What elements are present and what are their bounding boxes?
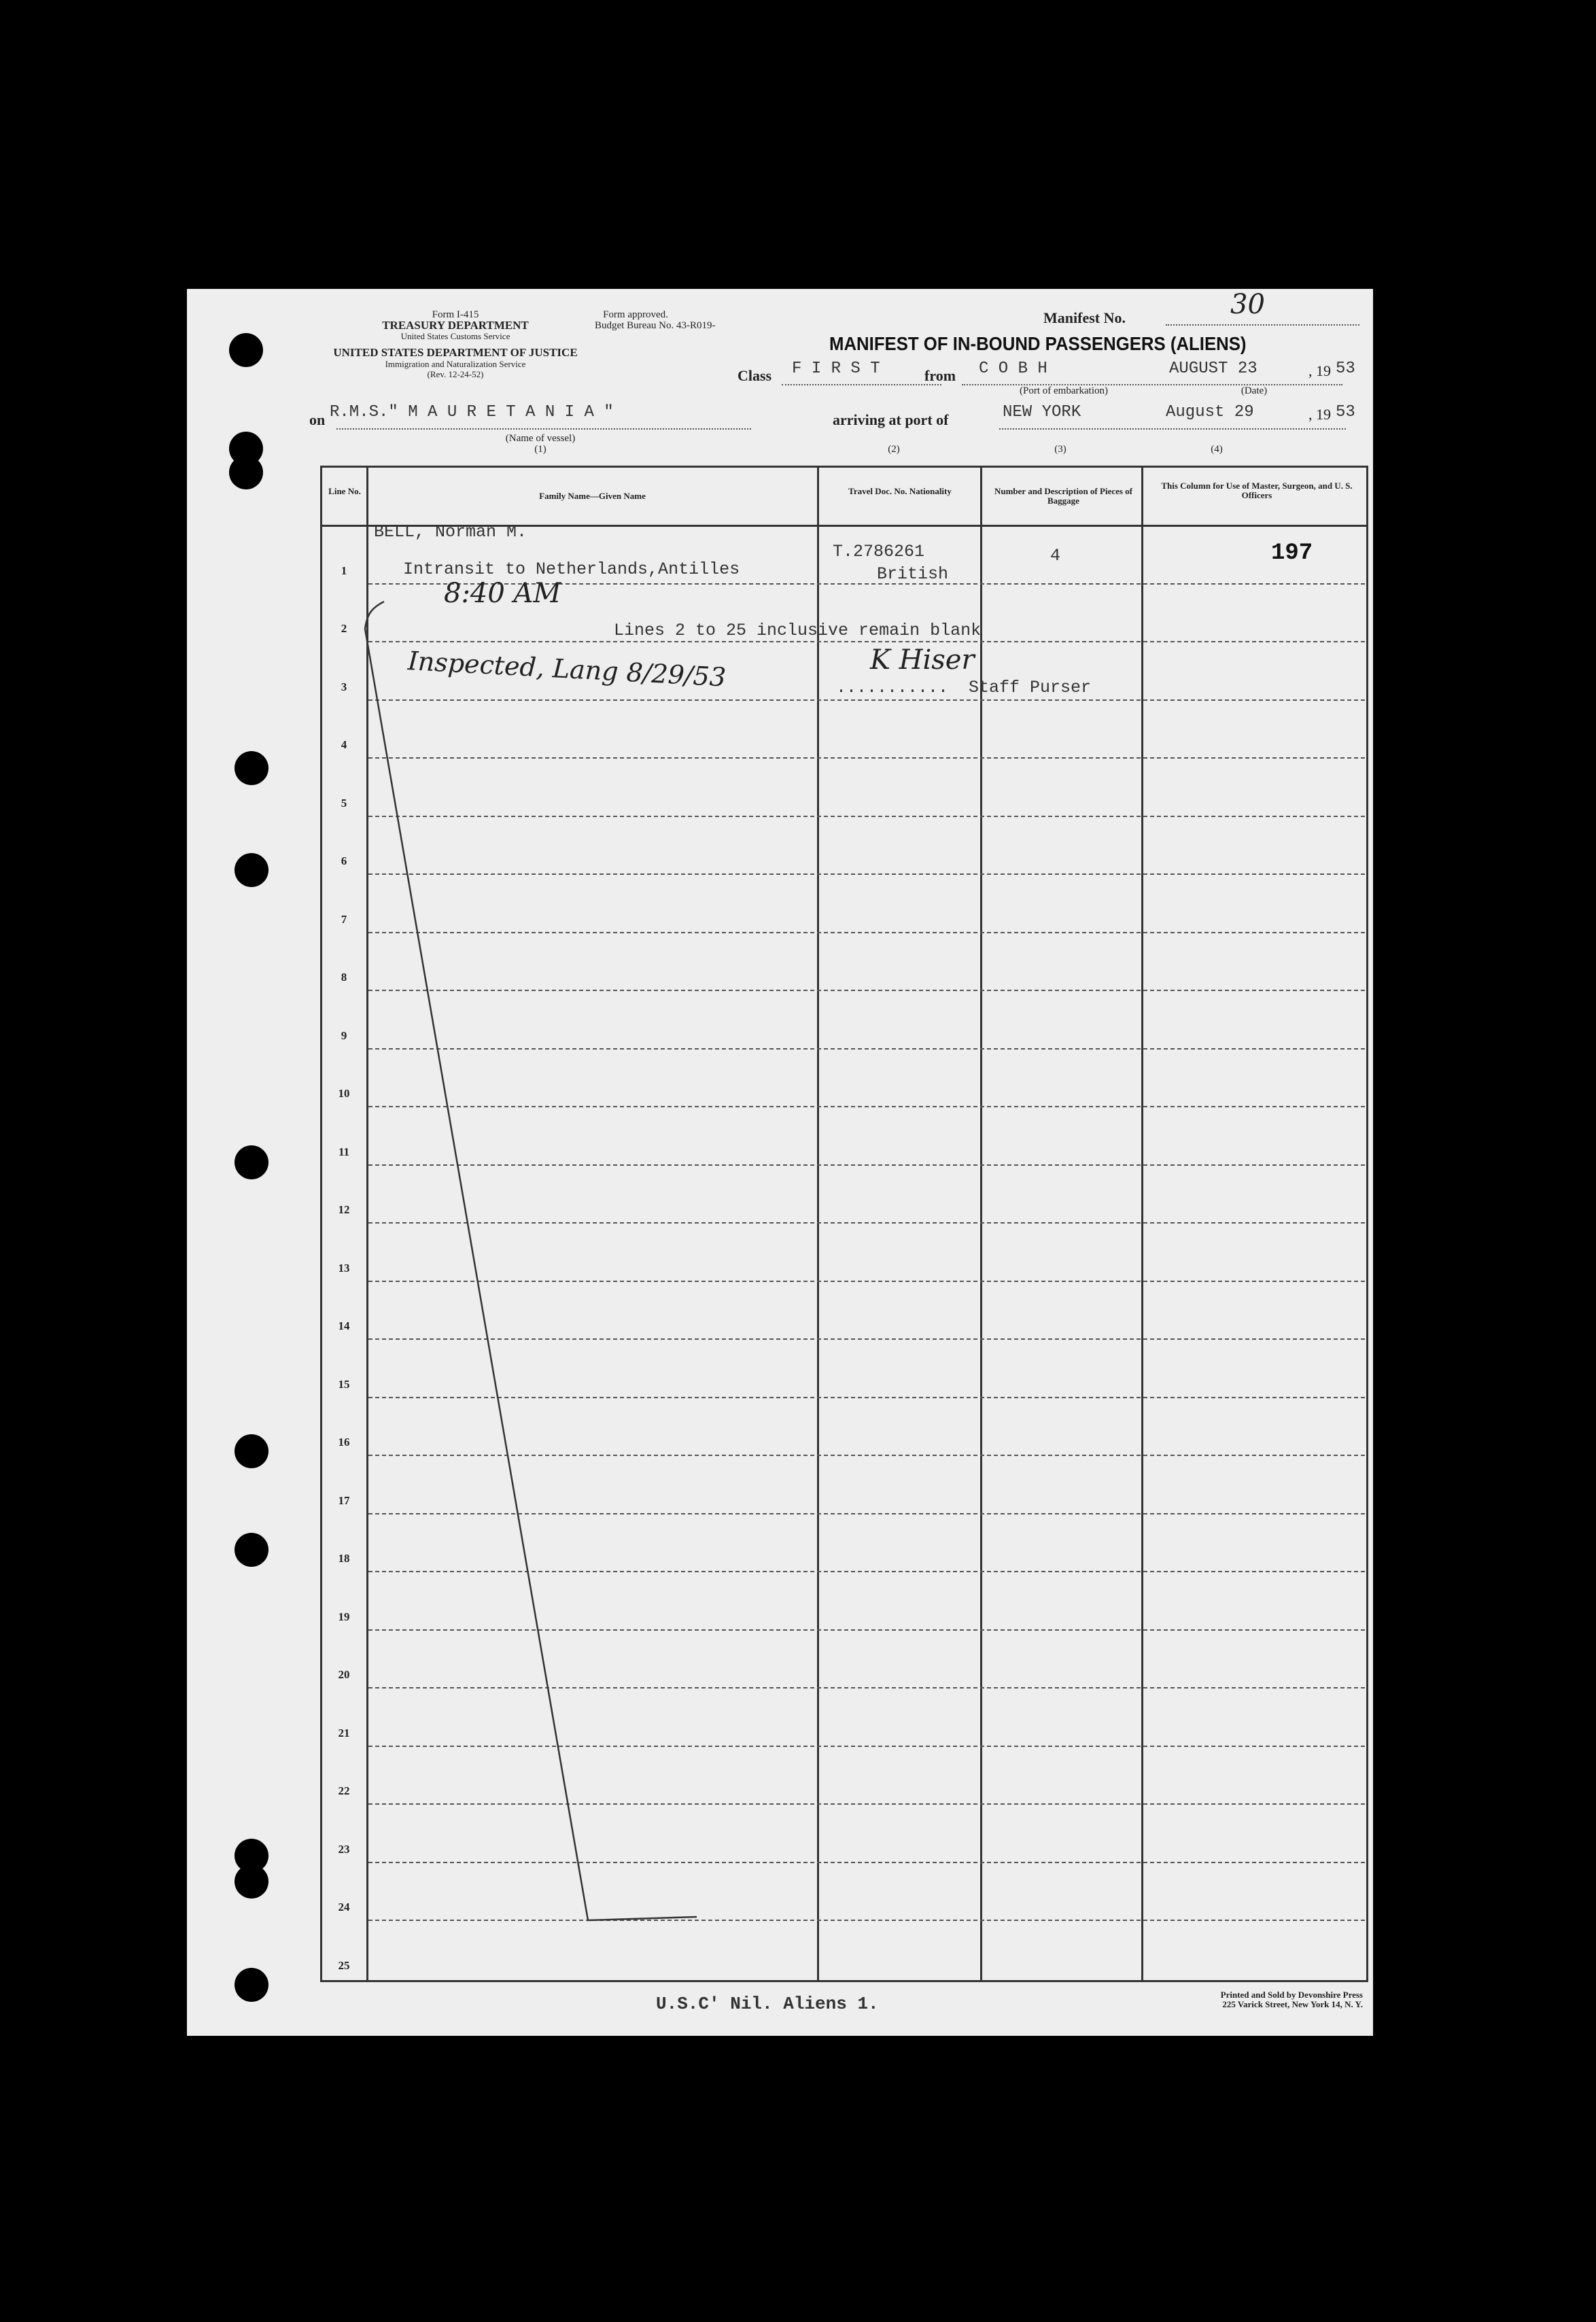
baggage-count: 4 — [1050, 546, 1061, 566]
purser-signature: K Hiser — [870, 644, 975, 676]
binder-hole — [235, 1533, 268, 1567]
class-blank — [782, 384, 941, 385]
binder-hole — [235, 751, 268, 785]
row-line — [368, 1862, 1365, 1863]
binder-hole — [235, 853, 268, 887]
binder-hole — [235, 1865, 268, 1899]
printer-line-2: 225 Varick Street, New York 14, N. Y. — [1222, 1999, 1363, 2009]
row-line — [368, 1397, 1365, 1398]
blank-lines-note: Lines 2 to 25 inclusive remain blank — [614, 621, 982, 640]
embark-date: AUGUST 23 — [1169, 360, 1257, 378]
embark-year-prefix: , 19 — [1308, 362, 1331, 379]
col-header-baggage: Number and Description of Pieces of Baggage — [994, 486, 1133, 506]
line-number: 17 — [338, 1493, 350, 1507]
arrival-year-prefix: , 19 — [1308, 406, 1331, 423]
col-header-line-no: Line No. — [328, 486, 361, 496]
passenger-name: BELL, Norman M. — [374, 522, 527, 542]
row-line — [368, 1571, 1365, 1572]
footer-summary: U.S.C' Nil. Aliens 1. — [656, 1994, 879, 2014]
line-number: 10 — [338, 1087, 350, 1100]
treasury-dept: TREASURY DEPARTMENT — [382, 319, 529, 332]
row-line — [368, 1920, 1365, 1921]
line-number: 15 — [338, 1377, 350, 1391]
port-embarkation: C O B H — [979, 360, 1047, 378]
line-number: 9 — [341, 1028, 347, 1042]
row-line — [368, 1106, 1365, 1107]
line-number: 11 — [338, 1145, 350, 1158]
row-line — [368, 1803, 1365, 1805]
row-line — [368, 1746, 1365, 1747]
col-divider — [817, 468, 819, 1980]
col2-num: (2) — [888, 444, 900, 455]
col-divider — [366, 468, 368, 1980]
date-caption: (Date) — [1241, 385, 1268, 396]
arriving-label: arriving at port of — [833, 411, 949, 428]
customs-service: United States Customs Service — [400, 331, 510, 341]
row-line — [368, 990, 1365, 991]
row-line — [368, 1513, 1365, 1514]
staff-purser: Staff Purser — [969, 678, 1092, 697]
form-approved: Form approved. — [603, 309, 668, 320]
line-number: 21 — [338, 1726, 350, 1739]
line-number: 24 — [338, 1901, 350, 1913]
signature-dots: ........... — [836, 678, 949, 697]
line-number: 18 — [338, 1552, 350, 1565]
vessel-col-num: (1) — [534, 444, 547, 455]
line-number: 4 — [341, 738, 347, 751]
manifest-no-value: 30 — [1230, 289, 1265, 320]
manifest-title: MANIFEST OF IN-BOUND PASSENGERS (ALIENS) — [829, 333, 1247, 354]
line-number: 20 — [338, 1668, 350, 1681]
row-line — [368, 1222, 1365, 1224]
printer-line-1: Printed and Sold by Devonshire Press — [1220, 1990, 1363, 2000]
row-line — [368, 1338, 1365, 1340]
justice-dept: UNITED STATES DEPARTMENT OF JUSTICE — [333, 346, 578, 359]
col-header-name: Family Name—Given Name — [539, 491, 646, 501]
arrival-port: NEW YORK — [1003, 403, 1081, 421]
col-divider — [1141, 468, 1143, 1980]
binder-hole — [229, 455, 263, 489]
line-number: 16 — [338, 1436, 350, 1449]
vessel-caption: (Name of vessel) — [505, 433, 576, 444]
from-label: from — [924, 367, 956, 384]
row-line — [368, 1164, 1365, 1166]
row-line — [368, 873, 1365, 875]
manifest-no-blank — [1166, 324, 1359, 326]
row-line — [368, 932, 1365, 933]
form-number: Form I-415 — [432, 309, 479, 320]
arrival-date: August 29 — [1166, 403, 1254, 421]
row-line — [368, 699, 1365, 701]
budget-bureau: Budget Bureau No. 43-R019- — [595, 320, 716, 331]
vessel-blank — [336, 428, 751, 430]
binder-hole — [235, 1145, 268, 1179]
port-embark-caption: (Port of embarkation) — [1020, 385, 1108, 396]
col3-num: (3) — [1054, 444, 1066, 455]
embark-year: 53 — [1336, 360, 1355, 378]
row-line — [368, 1629, 1365, 1631]
travel-doc-no: T.2786261 — [833, 542, 925, 561]
arrival-blank — [999, 428, 1346, 430]
vessel-name: R.M.S." M A U R E T A N I A " — [330, 403, 614, 421]
officer-number: 197 — [1271, 540, 1313, 566]
line-number: 5 — [341, 796, 347, 810]
row-line — [368, 1281, 1365, 1282]
col4-num: (4) — [1211, 444, 1223, 455]
nationality: British — [877, 564, 949, 584]
line-number: 19 — [338, 1610, 350, 1623]
row-line — [368, 1687, 1365, 1688]
line-number: 2 — [341, 622, 347, 635]
manifest-sheet — [187, 289, 1373, 2036]
revision: (Rev. 12-24-52) — [427, 369, 484, 379]
handwritten-inspection: Inspected, Lang 8/29/53 — [406, 646, 727, 693]
row-line — [368, 757, 1365, 759]
row-line — [368, 1455, 1365, 1456]
class-value: F I R S T — [792, 360, 880, 378]
line-number: 3 — [341, 680, 347, 693]
transit-note: Intransit to Netherlands,Antilles — [403, 559, 740, 579]
arrival-year: 53 — [1336, 403, 1355, 421]
handwritten-time: 8:40 AM — [444, 578, 561, 609]
line-number: 25 — [338, 1958, 350, 1972]
row-line — [368, 1048, 1365, 1050]
class-label: Class — [738, 367, 772, 384]
row-line — [368, 641, 1365, 642]
row-line — [368, 816, 1365, 817]
on-label: on — [309, 411, 326, 428]
line-number: 6 — [341, 854, 347, 867]
line-number: 14 — [338, 1319, 350, 1332]
col-header-officers: This Column for Use of Master, Surgeon, and U. S. Officers — [1161, 481, 1353, 500]
line-number: 13 — [338, 1261, 350, 1275]
line-number: 1 — [341, 564, 347, 577]
ins-service: Immigration and Naturalization Service — [385, 359, 526, 369]
line-number: 8 — [341, 971, 347, 984]
line-number: 7 — [341, 912, 347, 926]
line-number: 22 — [338, 1784, 350, 1797]
binder-hole — [235, 1434, 268, 1468]
manifest-no-label: Manifest No. — [1043, 309, 1126, 326]
binder-hole — [229, 333, 263, 367]
line-number: 23 — [338, 1842, 350, 1856]
col-header-travel-doc: Travel Doc. No. Nationality — [848, 486, 952, 496]
binder-hole — [235, 1968, 268, 2002]
line-number: 12 — [338, 1203, 350, 1216]
